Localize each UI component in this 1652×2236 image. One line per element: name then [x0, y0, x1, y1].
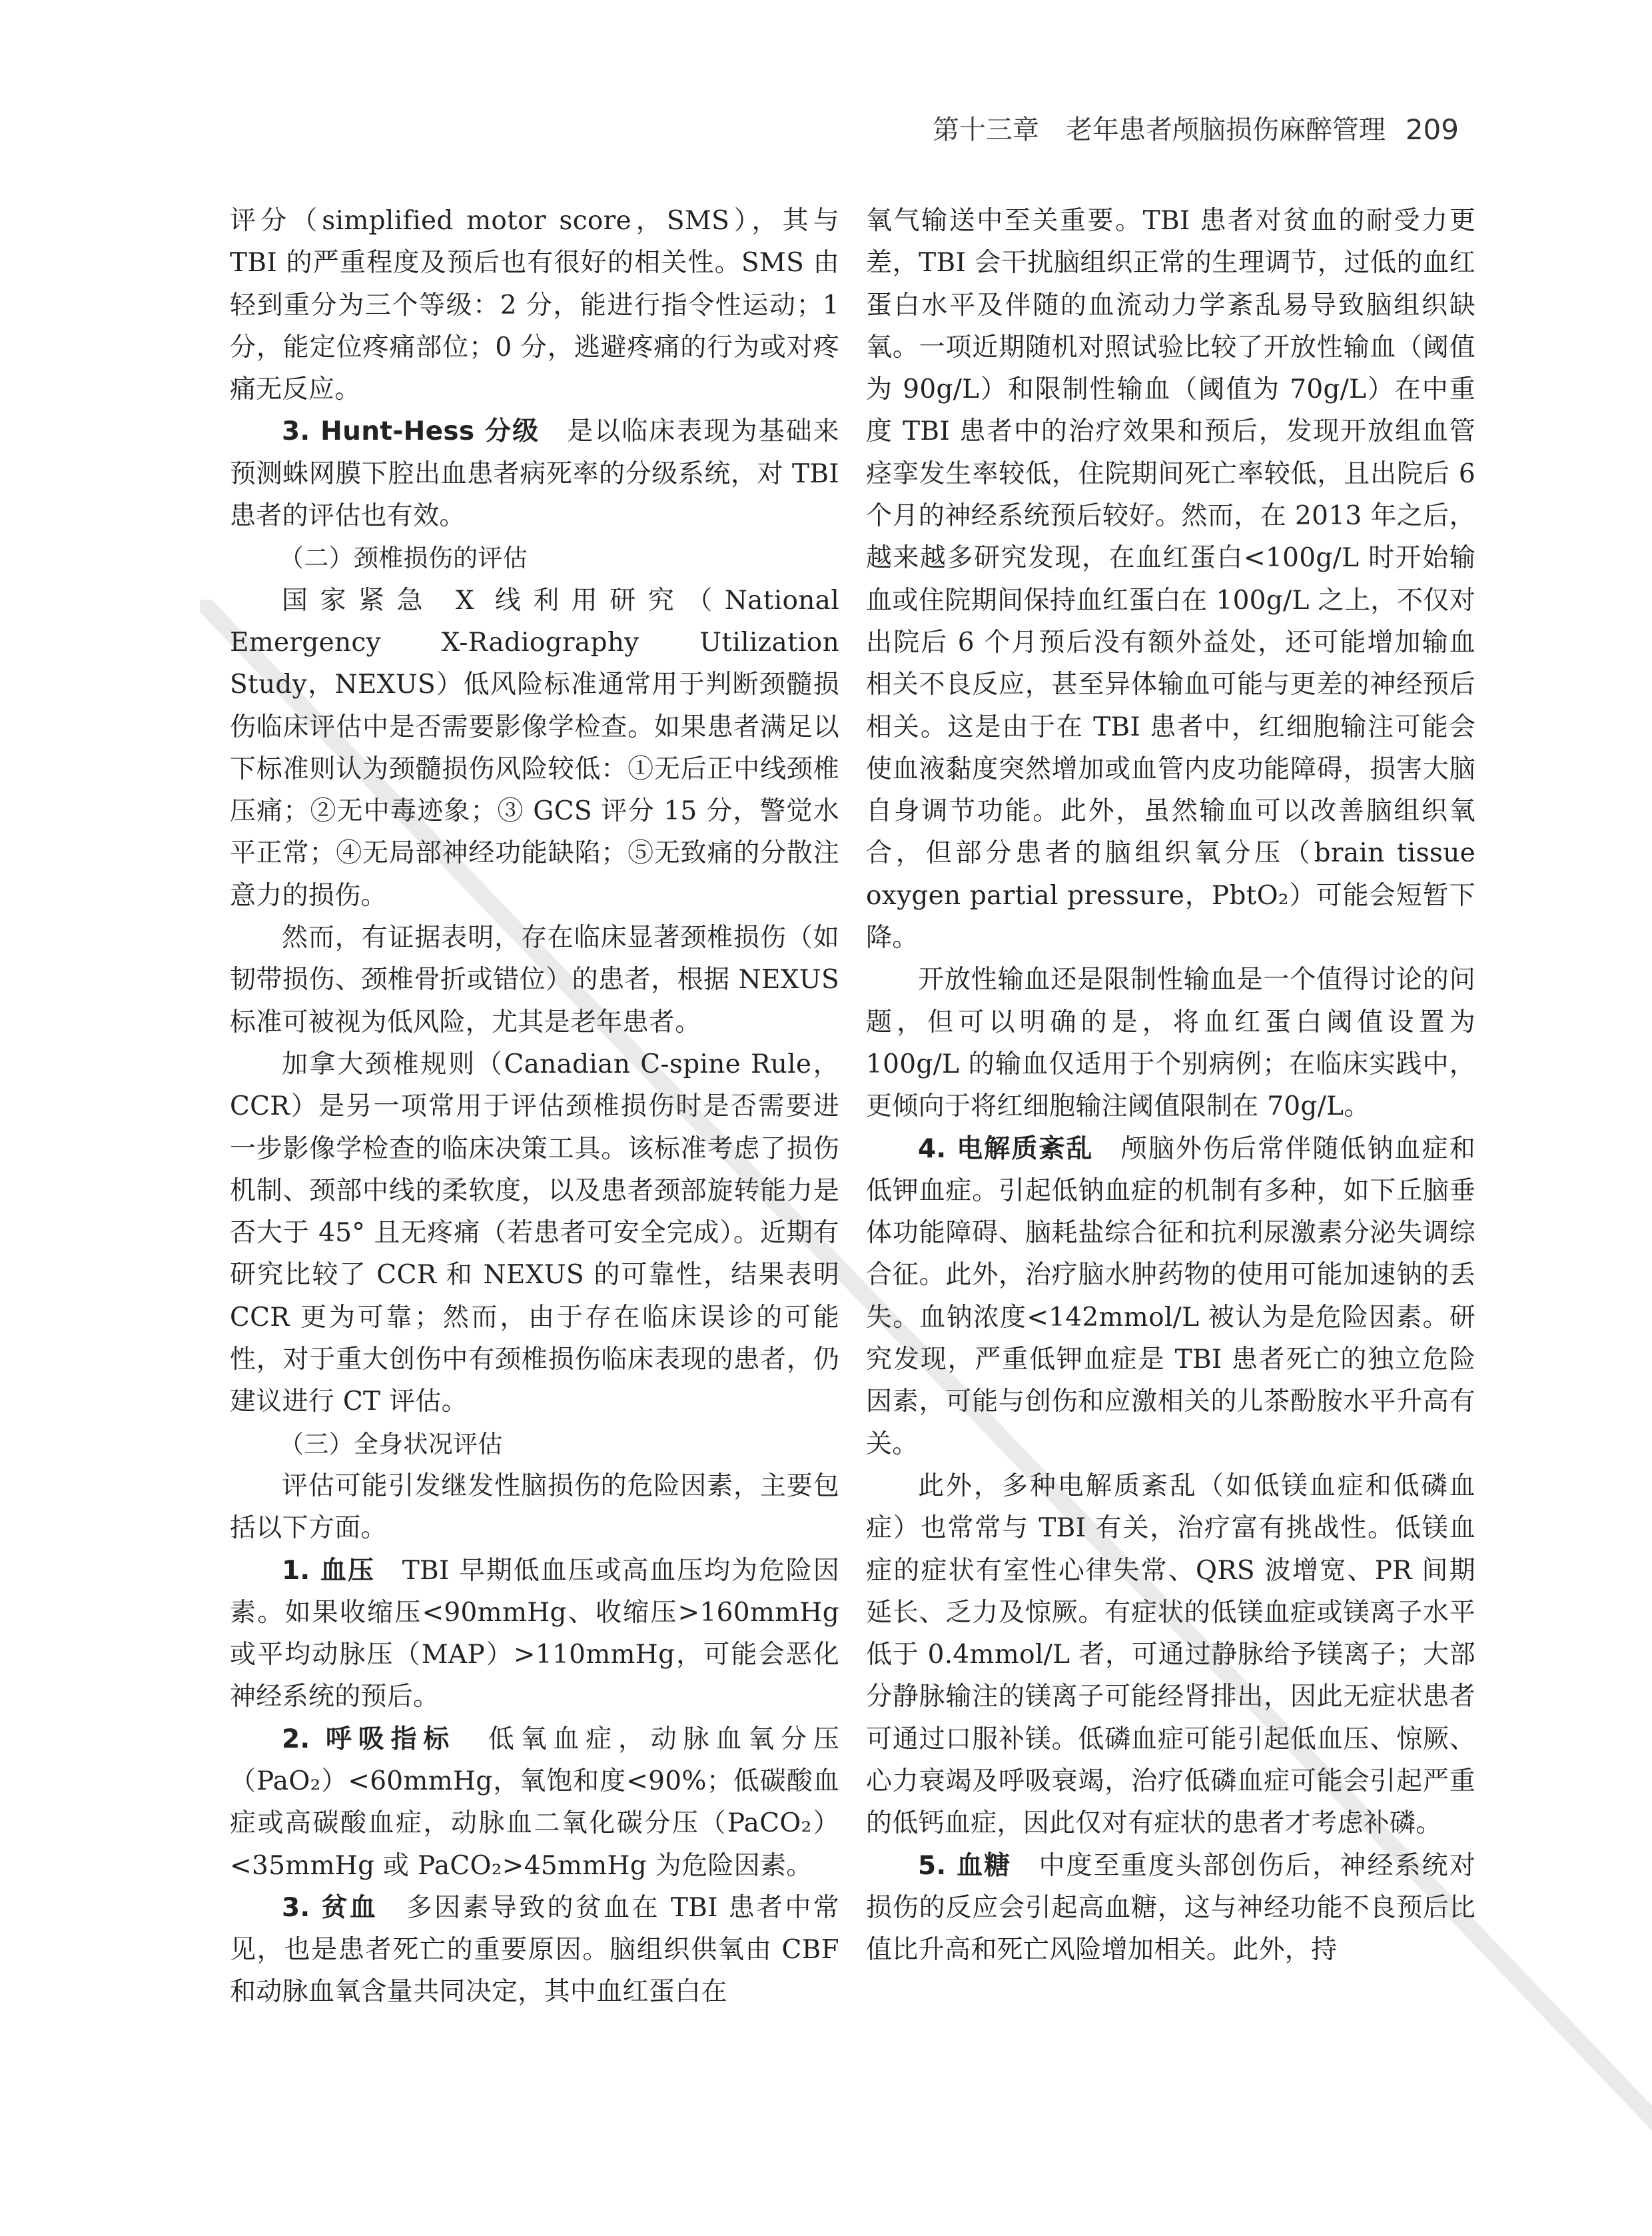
section-heading-cervical: （二）颈椎损伤的评估 — [279, 544, 528, 573]
heading-hunt-hess: 3. Hunt-Hess 分级 — [282, 416, 540, 447]
heading-anemia: 3. 贫血 — [282, 1892, 378, 1923]
paragraph-magnesium-phosphate: 此外，多种电解质紊乱（如低镁血症和低磷血症）也常常与 TBI 有关，治疗富有挑战性。低镁血症的症状有室性心律失常、QRS 波增宽、PR 间期延长、乏力及惊厥。有症状的低镁血症或镁离子水平低于 0.4mmol/L 者，可通过静脉给予镁离子；大部分静脉输注的镁离子可能经肾排出，因此无症状患者可通过口服补镁。低磷血症可能引起低血压、惊厥、心力衰竭及呼吸衰竭，治疗低磷血症可能会引起严重的低钙血症，因此仅对有症状的患者才考虑补磷。 — [866, 1470, 1475, 1839]
page-number: 209 — [1405, 113, 1459, 146]
paragraph-risk-factors: 评估可能引发继发性脑损伤的危险因素，主要包括以下方面。 — [230, 1470, 839, 1544]
right-column — [866, 200, 1475, 2125]
paragraph-blood-glucose: 5. 血糖 中度至重度头部创伤后，神经系统对损伤的反应会引起高血糖，这与神经功能不良预后比值比升高和死亡风险增加相关。此外，持 — [866, 1850, 1475, 1965]
paragraph-electrolyte: 4. 电解质紊乱 颅脑外伤后常伴随低钠血症和低钾血症。引起低钠血症的机制有多种，如下丘脑垂体功能障碍、脑耗盐综合征和抗利尿激素分泌失调综合征。此外，治疗脑水肿药物的使用可能加速钠的丢失。血钠浓度<142mmol/L 被认为是危险因素。研究发现，严重低钾血症是 TBI 患者死亡的独立危险因素，可能与创伤和应激相关的儿茶酚胺水平升高有关。 — [866, 1133, 1475, 1459]
paragraph-ccr: 加拿大颈椎规则（Canadian C-spine Rule，CCR）是另一项常用于评估颈椎损伤时是否需要进一步影像学检查的临床决策工具。该标准考虑了损伤机制、颈部中线的柔软度，以及患者颈部旋转能力是否大于 45° 且无疼痛（若患者可安全完成）。近期有研究比较了 CCR 和 NEXUS 的可靠性，结果表明 CCR 更为可靠；然而，由于存在临床误诊的可能性，对于重大创伤中有颈椎损伤临床表现的患者，仍建议进行 CT 评估。 — [230, 1049, 839, 1417]
heading-blood-pressure: 1. 血压 — [282, 1555, 375, 1586]
heading-respiratory: 2. 呼吸指标 — [282, 1724, 456, 1754]
paragraph-nexus: 国家紧急 X 线利用研究（National Emergency X-Radiography Utilization Study，NEXUS）低风险标准通常用于判断颈髓损伤临床评估中是否需要影像学检查。如果患者满足以下标准则认为颈髓损伤风险较低：①无后正中线颈椎压痛；②无中毒迹象；③ GCS 评分 15 分，警觉水平正常；④无局部神经功能缺陷；⑤无致痛的分散注意力的损伤。 — [230, 585, 839, 911]
paragraph-sms: 评分（simplified motor score，SMS），其与 TBI 的严重程度及预后也有很好的相关性。SMS 由轻到重分为三个等级：2 分，能进行指令性运动；1 分，能定位疼痛部位；0 分，逃避疼痛的行为或对疼痛无反应。 — [230, 206, 839, 405]
paragraph-transfusion: 开放性输血还是限制性输血是一个值得讨论的问题，但可以明确的是，将血红蛋白阈值设置为 100g/L 的输血仅适用于个别病例；在临床实践中，更倾向于将红细胞输注阈值限制在 70g/L。 — [866, 965, 1475, 1122]
heading-blood-glucose: 5. 血糖 — [918, 1850, 1012, 1881]
paragraph-blood-pressure: 1. 血压 TBI 早期低血压或高血压均为危险因素。如果收缩压<90mmHg、收缩压>160mmHg 或平均动脉压（MAP）>110mmHg，可能会恶化神经系统的预后。 — [230, 1555, 839, 1712]
paragraph-respiratory: 2. 呼吸指标 低氧血症，动脉血氧分压（PaO₂）<60mmHg，氧饱和度<90%；低碳酸血症或高碳酸血症，动脉血二氧化碳分压（PaCO₂）<35mmHg 或 PaCO₂>45mmHg 为危险因素。 — [230, 1724, 839, 1881]
chapter-title: 第十三章 老年患者颅脑损伤麻醉管理 — [933, 115, 1386, 145]
section-heading-systemic: （三）全身状况评估 — [279, 1429, 503, 1458]
left-column — [230, 200, 839, 2125]
running-header — [0, 100, 1652, 160]
heading-electrolyte: 4. 电解质紊乱 — [918, 1133, 1094, 1164]
paragraph-anemia: 3. 贫血 多因素导致的贫血在 TBI 患者中常见，也是患者死亡的重要原因。脑组织供氧由 CBF 和动脉血氧含量共同决定，其中血红蛋白在 — [230, 1892, 839, 2007]
paragraph-hunt-hess: 3. Hunt-Hess 分级 是以临床表现为基础来预测蛛网膜下腔出血患者病死率的分级系统，对 TBI 患者的评估也有效。 — [230, 416, 839, 532]
paragraph-oxygen-delivery: 氧气输送中至关重要。TBI 患者对贫血的耐受力更差，TBI 会干扰脑组织正常的生理调节，过低的血红蛋白水平及伴随的血流动力学紊乱易导致脑组织缺氧。一项近期随机对照试验比较了开放性输血（阈值为 90g/L）和限制性输血（阈值为 70g/L）在中重度 TBI 患者中的治疗效果和预后，发现开放组血管痉挛发生率较低，住院期间死亡率较低，且出院后 6 个月的神经系统预后较好。然而，在 2013 年之后，越来越多研究发现，在血红蛋白<100g/L 时开始输血或住院期间保持血红蛋白在 100g/L 之上，不仅对出院后 6 个月预后没有额外益处，还可能增加输血相关不良反应，甚至异体输血可能与更差的神经预后相关。这是由于在 TBI 患者中，红细胞输注可能会使血液黏度突然增加或血管内皮功能障碍，损害大脑自身调节功能。此外，虽然输血可以改善脑组织氧合，但部分患者的脑组织氧分压（brain tissue oxygen partial pressure，PbtO₂）可能会短暂下降。 — [866, 206, 1475, 953]
paragraph-evidence: 然而，有证据表明，存在临床显著颈椎损伤（如韧带损伤、颈椎骨折或错位）的患者，根据 NEXUS 标准可被视为低风险，尤其是老年患者。 — [230, 923, 839, 1037]
